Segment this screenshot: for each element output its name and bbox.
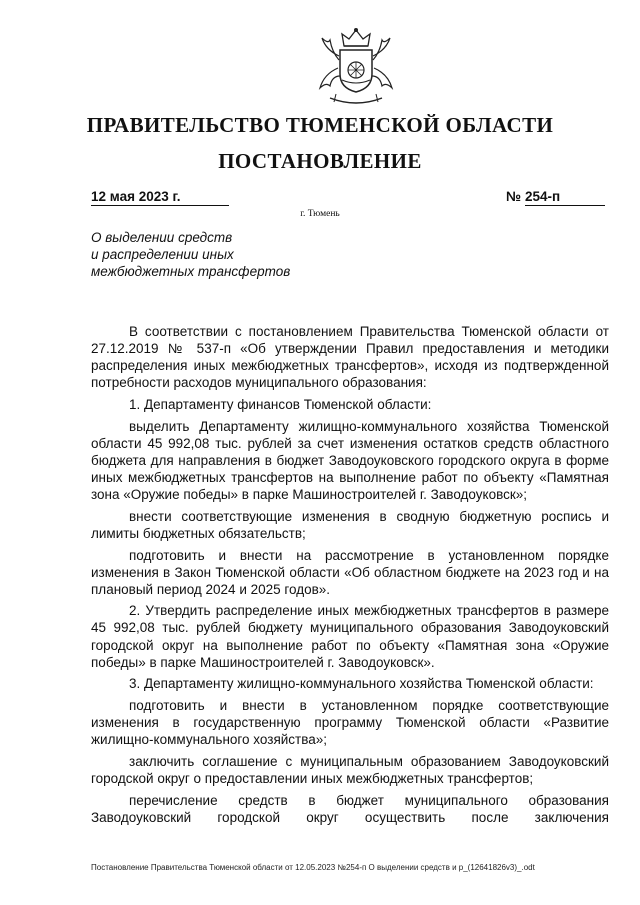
body-paragraph: подготовить и внести в установленном порядке соответствующие изменения в государственную программу Тюменской области «Развитие жилищно-коммунального хозяйства»;	[91, 698, 609, 748]
document-number: 254-п	[525, 189, 605, 206]
subject-line: межбюджетных трансфертов	[91, 264, 291, 279]
subject-line: О выделении средств	[91, 230, 233, 245]
coat-of-arms-emblem	[306, 26, 406, 112]
page-footer: Постановление Правительства Тюменской области от 12.05.2023 №254-п О выделении средств и р_(12641826v3)_.odt	[91, 863, 535, 872]
body-paragraph-preamble: В соответствии с постановлением Правительства Тюменской области от 27.12.2019 № 537-п «Об утверждении Правил предоставления и методики распределения иных межбюджетных трансфертов», исходя из подтвержденной потребности расходов муниципального образования:	[91, 324, 609, 391]
subject-line: и распределении иных	[91, 247, 234, 262]
body-paragraph-item-2: 2. Утвердить распределение иных межбюджетных трансфертов в размере 45 992,08 тыс. рублей бюджету муниципального образования Заводоуковский городской округ на выполнение работ по объекту «Памятная зона «Оружие победы» в парке Машиностроителей г. Заводоуковск».	[91, 603, 609, 670]
body-paragraph: подготовить и внести на рассмотрение в установленном порядке изменения в Закон Тюменской области «Об областном бюджете на 2023 год и на плановый период 2024 и 2025 годов».	[91, 547, 609, 597]
body-paragraph-item-1: 1. Департаменту финансов Тюменской области:	[129, 396, 432, 412]
document-body	[91, 323, 609, 830]
organization-title: ПРАВИТЕЛЬСТВО ТЮМЕНСКОЙ ОБЛАСТИ	[86, 113, 554, 137]
body-paragraph: заключить соглашение с муниципальным образованием Заводоуковский городской округ о предоставлении иных межбюджетных трансфертов;	[91, 753, 609, 786]
body-paragraph: внести соответствующие изменения в сводную бюджетную роспись и лимиты бюджетных обязательств;	[91, 508, 609, 541]
body-paragraph: перечисление средств в бюджет муниципального образования Заводоуковский городской округ осуществить после заключения	[91, 792, 609, 825]
document-number-label: №	[506, 189, 522, 204]
document-subject	[91, 229, 290, 280]
body-paragraph: выделить Департаменту жилищно-коммунального хозяйства Тюменской области 45 992,08 тыс. рублей за счет изменения остатков средств областного бюджета для направления в бюджет Заводоуковского городского округа в форме иных межбюджетных трансфертов на выполнение работ по объекту «Памятная зона «Оружие победы» в парке Машиностроителей г. Заводоуковск»;	[91, 418, 609, 503]
document-type-title: ПОСТАНОВЛЕНИЕ	[218, 149, 422, 173]
city-name: г. Тюмень	[300, 209, 340, 219]
document-date: 12 мая 2023 г.	[91, 189, 229, 206]
body-paragraph-item-3: 3. Департаменту жилищно-коммунального хозяйства Тюменской области:	[129, 676, 594, 692]
